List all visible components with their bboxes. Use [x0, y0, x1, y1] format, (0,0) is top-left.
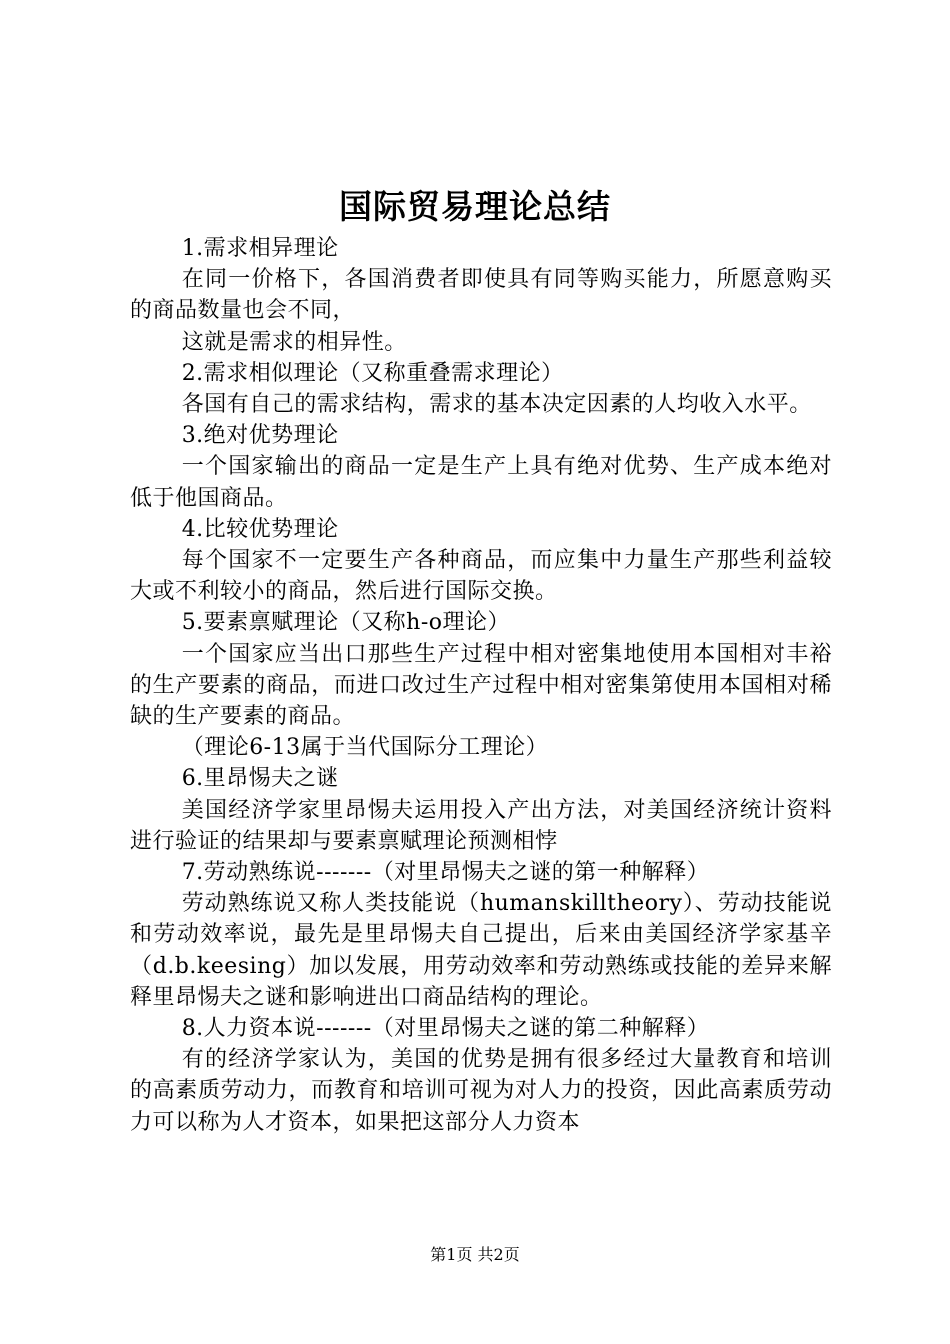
paragraph: 8.人力资本说-------（对里昂惕夫之谜的第二种解释） — [181, 1016, 710, 1042]
paragraph: 3.绝对优势理论 — [181, 423, 339, 449]
paragraph: 4.比较优势理论 — [181, 516, 339, 542]
paragraph: 1.需求相异理论 — [181, 236, 339, 261]
page-footer: 第1页 共2页 — [430, 1245, 520, 1264]
paragraph: 这就是需求的相异性。 — [181, 329, 407, 355]
paragraph: 在同一价格下，各国消费者即使具有同等购买能力，所愿意购买的商品数量也会不同， — [130, 267, 832, 324]
paragraph: 各国有自己的需求结构，需求的基本决定因素的人均收入水平。 — [181, 392, 812, 418]
paragraph: 劳动熟练说又称人类技能说（humanskilltheory）、劳动技能说和劳动效率说，最先是里昂惕夫自己提出，后来由美国经济学家基辛（d.b.keesing）加以发展，用劳动效率和劳动熟练或技能的差异来解释里昂惕夫之谜和影响进出口商品结构的理论。 — [130, 891, 832, 1010]
paragraph: 2.需求相似理论（又称重叠需求理论） — [181, 360, 564, 386]
paragraph: 每个国家不一定要生产各种商品，而应集中力量生产那些利益较大或不利较小的商品，然后进行国际交换。 — [130, 548, 832, 605]
document-title: 国际贸易理论总结 — [339, 187, 611, 226]
paragraph: 7.劳动熟练说-------（对里昂惕夫之谜的第一种解释） — [181, 860, 710, 886]
paragraph: 一个国家应当出口那些生产过程中相对密集地使用本国相对丰裕的生产要素的商品，而进口改过生产过程中相对密集第使用本国相对稀缺的生产要素的商品。 — [130, 641, 832, 730]
paragraph: 一个国家输出的商品一定是生产上具有绝对优势、生产成本绝对低于他国商品。 — [130, 454, 832, 511]
document-body — [130, 233, 832, 1138]
paragraph: 5.要素禀赋理论（又称h-o理论） — [181, 610, 511, 636]
paragraph: （理论6-13属于当代国际分工理论） — [181, 735, 549, 761]
paragraph: 6.里昂惕夫之谜 — [181, 766, 339, 792]
paragraph: 有的经济学家认为，美国的优势是拥有很多经过大量教育和培训的高素质劳动力，而教育和培训可视为对人力的投资，因此高素质劳动力可以称为人才资本，如果把这部分人力资本 — [130, 1047, 832, 1135]
paragraph: 美国经济学家里昂惕夫运用投入产出方法，对美国经济统计资料进行验证的结果却与要素禀赋理论预测相悖 — [130, 797, 832, 854]
